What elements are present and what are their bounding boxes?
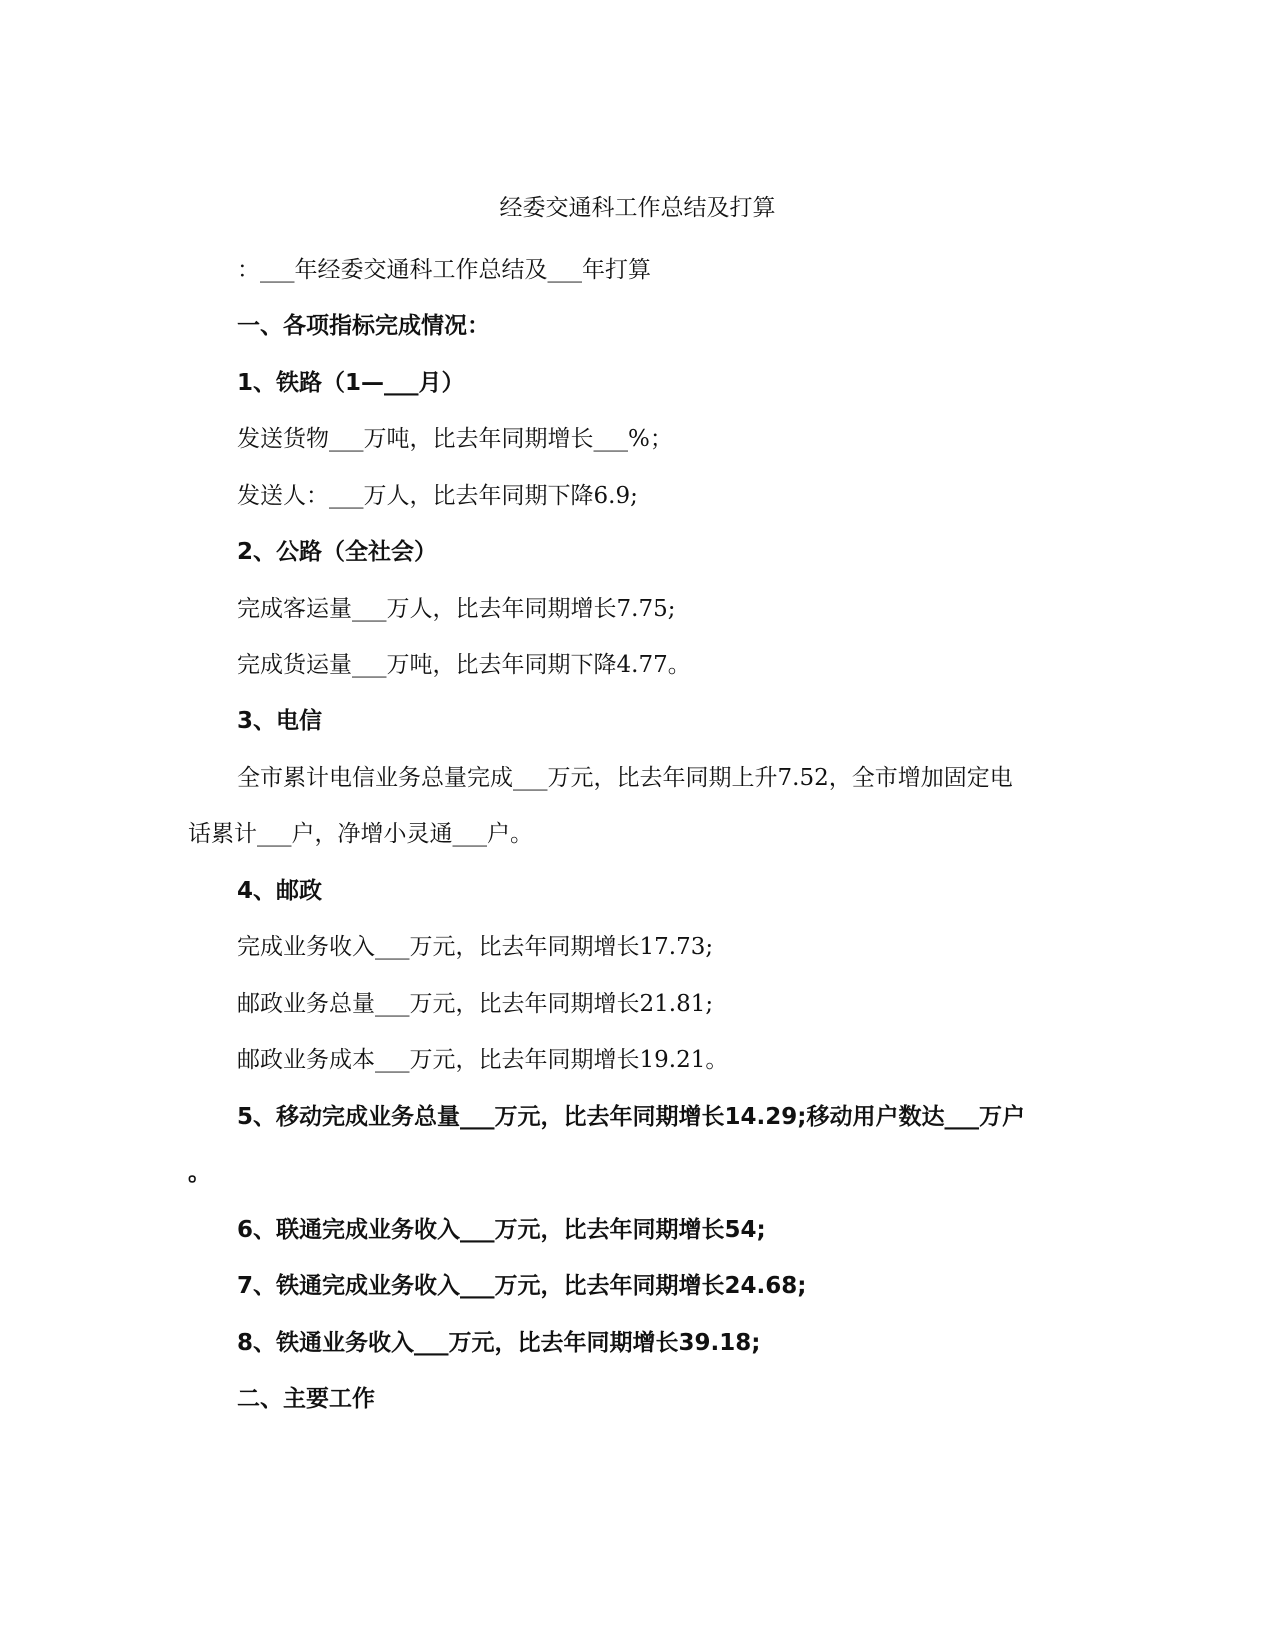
paragraph-line: 完成货运量___万吨，比去年同期下降4.77。 xyxy=(237,652,691,678)
heading-mobile: 5、移动完成业务总量___万元，比去年同期增长14.29;移动用户数达___万户 xyxy=(237,1104,1025,1130)
document-title: 经委交通科工作总结及打算 xyxy=(499,195,776,221)
subtitle-line: ：___年经委交通科工作总结及___年打算 xyxy=(237,257,651,283)
heading-highway: 2、公路（全社会） xyxy=(237,539,438,565)
paragraph-line: 话累计___户，净增小灵通___户。 xyxy=(188,821,533,847)
heading-tietong-revenue: 8、铁通业务收入___万元，比去年同期增长39.18; xyxy=(237,1330,761,1356)
paragraph-line: 发送人：___万人，比去年同期下降6.9; xyxy=(237,483,638,509)
paragraph-line: 完成业务收入___万元，比去年同期增长17.73; xyxy=(237,934,714,960)
heading-unicom: 6、联通完成业务收入___万元，比去年同期增长54; xyxy=(237,1217,766,1243)
heading-postal: 4、邮政 xyxy=(237,878,323,904)
heading-railway: 1、铁路（1—___月） xyxy=(237,370,465,396)
section-heading-main-work: 二、主要工作 xyxy=(237,1386,375,1412)
paragraph-line: 。 xyxy=(188,1160,211,1186)
paragraph-line: 全市累计电信业务总量完成___万元，比去年同期上升7.52，全市增加固定电 xyxy=(237,765,1013,791)
paragraph-line: 邮政业务总量___万元，比去年同期增长21.81; xyxy=(237,991,714,1017)
section-heading-indicators: 一、各项指标完成情况： xyxy=(237,313,490,339)
paragraph-line: 邮政业务成本___万元，比去年同期增长19.21。 xyxy=(237,1047,729,1073)
heading-telecom: 3、电信 xyxy=(237,708,323,734)
paragraph-line: 发送货物___万吨，比去年同期增长___%； xyxy=(237,426,673,452)
heading-tietong: 7、铁通完成业务收入___万元，比去年同期增长24.68; xyxy=(237,1273,807,1299)
paragraph-line: 完成客运量___万人，比去年同期增长7.75; xyxy=(237,596,676,622)
